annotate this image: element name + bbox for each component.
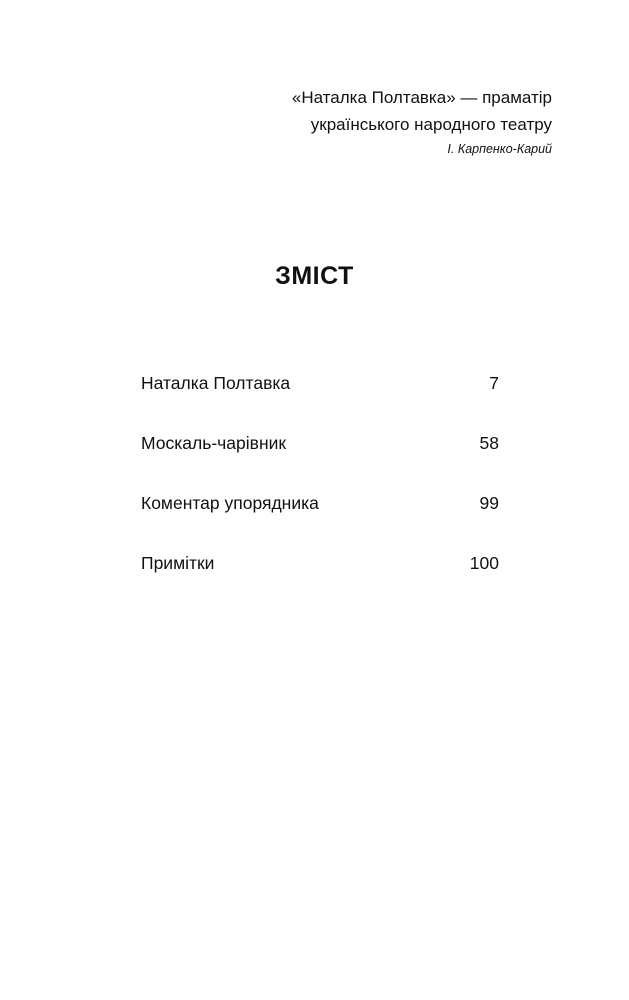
- epigraph-quote-line-2: українського народного театру: [310, 115, 552, 134]
- toc-entry-page: 58: [479, 433, 499, 453]
- toc-entry-page: 99: [479, 493, 499, 513]
- toc-title: ЗМІСТ: [275, 262, 354, 290]
- toc-entry-natalka-poltavka[interactable]: [141, 368, 499, 428]
- toc-entry-prymitky[interactable]: [141, 548, 499, 608]
- toc-entry-moskal-charivnyk[interactable]: [141, 428, 499, 488]
- table-of-contents: [141, 368, 499, 608]
- epigraph-quote-line-1: «Наталка Полтавка» — праматір: [291, 88, 552, 107]
- toc-entry-page: 100: [469, 553, 499, 573]
- toc-entry-komentar-uporiadnyka[interactable]: [141, 488, 499, 548]
- epigraph: [292, 84, 552, 159]
- toc-entry-title: Москаль-чарівник: [141, 433, 287, 453]
- epigraph-author: І. Карпенко-Карий: [447, 142, 552, 156]
- toc-entry-title: Примітки: [141, 553, 215, 573]
- toc-entry-page: 7: [489, 373, 499, 393]
- toc-entry-title: Наталка Полтавка: [141, 373, 291, 393]
- toc-entry-title: Коментар упорядника: [141, 493, 319, 513]
